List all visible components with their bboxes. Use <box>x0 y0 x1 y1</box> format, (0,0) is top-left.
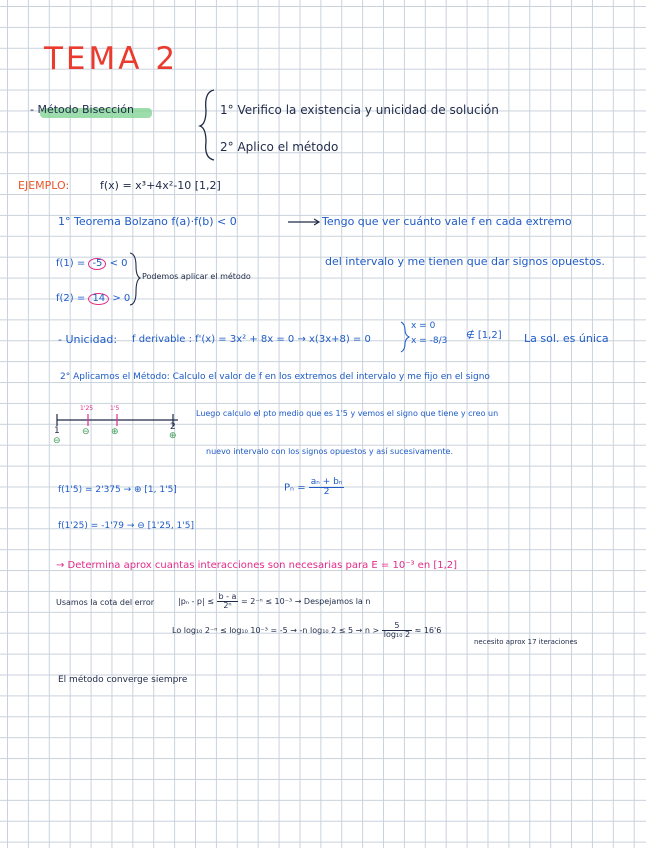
f1-value-circled: -5 <box>88 258 106 270</box>
tick-label-1: 1 <box>54 426 60 436</box>
log-line: Lo log₁₀ 2⁻ⁿ ≤ log₁₀ 10⁻³ = -5 → -n log₁₀ 2 ≤ 5 → n > <box>172 626 380 635</box>
log-result: ≈ 16'6 <box>414 626 442 635</box>
cota-numerator: b - a <box>218 592 237 601</box>
pn-numerator: aₙ + bₙ <box>310 477 343 487</box>
method-step1: 1° Verifico la existencia y unicidad de solución <box>220 103 499 117</box>
cota-lhs: |pₙ - p| ≤ <box>178 597 214 606</box>
page-title: TEMA 2 <box>44 41 179 77</box>
unicidad-root-1: x = 0 <box>411 321 436 331</box>
f2-value-circled: 14 <box>88 293 109 305</box>
cota-denominator: 2ⁿ <box>223 601 232 610</box>
unicidad-notin: ∉ [1,2] <box>466 330 502 341</box>
pn-denominator: 2 <box>323 487 330 497</box>
cota-expr <box>178 593 370 610</box>
tick-sign-4: ⊕ <box>169 431 177 441</box>
unicidad-conclusion: La sol. es única <box>524 332 609 345</box>
aplicamos-desc-2: nuevo intervalo con los signos opuestos y así sucesivamente. <box>206 447 454 456</box>
tick-sign-1: ⊖ <box>53 436 61 446</box>
bolzano-heading: 1° Teorema Bolzano f(a)·f(b) < 0 <box>58 215 237 228</box>
bolzano-brace-note: Podemos aplicar el método <box>142 272 251 281</box>
log-fraction <box>382 622 412 639</box>
pn-formula <box>284 478 344 497</box>
tick-sign-2: ⊖ <box>82 427 90 437</box>
converge-note: El método converge siempre <box>58 675 188 685</box>
f2-suffix: > 0 <box>112 293 131 304</box>
cota-rhs: = 2⁻ⁿ ≤ 10⁻³ → Despejamos la n <box>241 597 371 606</box>
aplicamos-desc-1: Luego calculo el pto medio que es 1'5 y vemos el signo que tiene y creo un <box>196 409 499 418</box>
example-label: EJEMPLO: <box>18 179 70 192</box>
method-step2: 2° Aplico el método <box>220 140 339 154</box>
example-function: f(x) = x³+4x²-10 [1,2] <box>100 179 221 192</box>
necesito-note: necesito aprox 17 iteraciones <box>474 638 578 646</box>
determina-text: → Determina aprox cuantas interacciones son necesarias para E = 10⁻³ en [1,2] <box>56 560 458 571</box>
unicidad-label: - Unicidad: <box>58 333 118 346</box>
eval-2: f(1'25) = -1'79 → ⊖ [1'25, 1'5] <box>58 521 194 531</box>
pn-lhs: Pₙ = <box>284 482 306 494</box>
f1-suffix: < 0 <box>109 258 128 269</box>
log-expr <box>172 622 441 639</box>
tick-label-3: 1'5 <box>110 405 120 412</box>
bolzano-explain-1: Tengo que ver cuánto vale f en cada extremo <box>322 215 572 228</box>
unicidad-root-2: x = -8/3 <box>411 336 448 346</box>
log-numerator: 5 <box>382 622 412 631</box>
cota-fraction <box>217 593 239 610</box>
cota-label: Usamos la cota del error <box>56 598 154 607</box>
tick-sign-3: ⊕ <box>111 427 119 437</box>
tick-label-4: 2 <box>170 422 176 432</box>
bolzano-explain-2: del intervalo y me tienen que dar signos opuestos. <box>325 255 605 268</box>
f2-prefix: f(2) = <box>56 293 86 304</box>
f1-prefix: f(1) = <box>56 258 86 269</box>
tick-label-2: 1'25 <box>80 405 94 412</box>
unicidad-text: f derivable : f'(x) = 3x² + 8x = 0 → x(3x+8) = 0 <box>132 334 371 345</box>
pn-fraction <box>309 478 345 497</box>
method-label: - Método Bisección <box>30 103 134 116</box>
aplicamos-text: 2° Aplicamos el Método: Calculo el valor de f en los extremos del intervalo y me fijo en el signo <box>60 372 490 382</box>
eval-1: f(1'5) = 2'375 → ⊕ [1, 1'5] <box>58 485 177 495</box>
log-denominator: log₁₀ 2 <box>383 630 411 639</box>
